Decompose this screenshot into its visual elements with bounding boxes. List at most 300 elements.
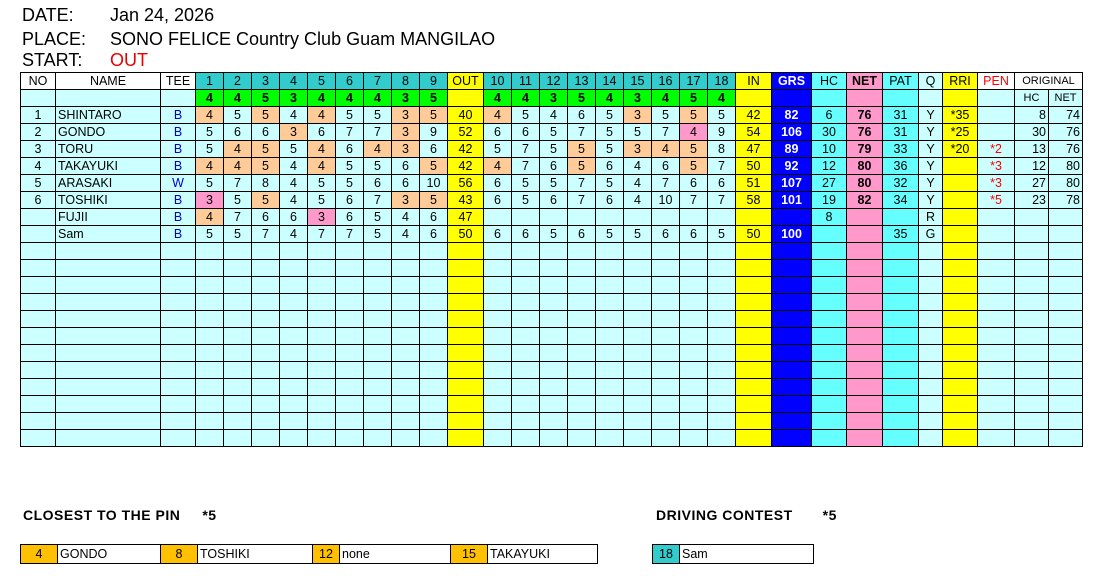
- scorecard-table: [20, 72, 1083, 447]
- out-total: 50: [448, 226, 484, 243]
- empty-cell: [680, 379, 708, 396]
- empty-cell: [196, 260, 224, 277]
- original-hc: 12: [1015, 158, 1049, 175]
- grs-par-cell: [772, 90, 812, 107]
- net-score: 82: [847, 192, 883, 209]
- handicap: 8: [812, 209, 847, 226]
- empty-cell: [772, 294, 812, 311]
- empty-cell: [812, 311, 847, 328]
- empty-cell: [448, 294, 484, 311]
- col-out-header: OUT: [448, 73, 484, 90]
- player-name: TAKAYUKI: [56, 158, 161, 175]
- empty-cell: [883, 396, 919, 413]
- empty-cell: [21, 362, 56, 379]
- empty-cell: [596, 260, 624, 277]
- par-value: 4: [308, 90, 336, 107]
- empty-cell: [484, 396, 512, 413]
- hole-score: [568, 209, 596, 226]
- empty-cell: [652, 413, 680, 430]
- par-value: 5: [680, 90, 708, 107]
- empty-cell: [624, 311, 652, 328]
- penalty: *5: [978, 192, 1015, 209]
- player-row: [21, 192, 1083, 209]
- hole-score: 5: [308, 192, 336, 209]
- original-net: 80: [1049, 158, 1083, 175]
- empty-cell: [847, 243, 883, 260]
- empty-cell: [680, 345, 708, 362]
- empty-cell: [708, 396, 736, 413]
- empty-cell: [772, 243, 812, 260]
- hole-score: 5: [652, 107, 680, 124]
- hole-header: 10: [484, 73, 512, 90]
- hole-score: 5: [252, 158, 280, 175]
- hole-header: 11: [512, 73, 540, 90]
- empty-cell: [308, 430, 336, 447]
- par-value: 4: [364, 90, 392, 107]
- hole-score: 4: [280, 175, 308, 192]
- out-total: 47: [448, 209, 484, 226]
- empty-cell: [392, 362, 420, 379]
- empty-cell: [420, 328, 448, 345]
- gross-score: 100: [772, 226, 812, 243]
- hole-header: 6: [336, 73, 364, 90]
- empty-cell: [847, 430, 883, 447]
- hole-score: 5: [680, 158, 708, 175]
- empty-cell: [736, 260, 772, 277]
- player-name: FUJII: [56, 209, 161, 226]
- putts: 34: [883, 192, 919, 209]
- place-value: SONO FELICE Country Club Guam MANGILAO: [110, 29, 496, 49]
- out-total: 42: [448, 141, 484, 158]
- hole-score: 4: [280, 192, 308, 209]
- empty-cell: [1049, 328, 1083, 345]
- empty-cell: [708, 311, 736, 328]
- hole-score: 5: [252, 107, 280, 124]
- start-line: [22, 49, 148, 71]
- putts: 33: [883, 141, 919, 158]
- empty-cell: [336, 243, 364, 260]
- par-value: 4: [512, 90, 540, 107]
- player-tee: B: [161, 107, 196, 124]
- col-grs-header: GRS: [772, 73, 812, 90]
- header-row: [21, 73, 1083, 90]
- empty-cell: [736, 311, 772, 328]
- empty-cell: [883, 260, 919, 277]
- empty-cell: [56, 328, 161, 345]
- net-score: 76: [847, 107, 883, 124]
- empty-cell: [772, 328, 812, 345]
- empty-cell: [484, 362, 512, 379]
- hole-header: 14: [596, 73, 624, 90]
- empty-cell: [448, 345, 484, 362]
- empty-cell: [1049, 430, 1083, 447]
- empty-cell: [196, 294, 224, 311]
- empty-cell: [596, 277, 624, 294]
- player-row: [21, 158, 1083, 175]
- empty-cell: [772, 345, 812, 362]
- empty-cell: [812, 294, 847, 311]
- hole-score: 6: [512, 226, 540, 243]
- empty-cell: [392, 430, 420, 447]
- hole-score: 5: [484, 141, 512, 158]
- empty-cell: [978, 345, 1015, 362]
- empty-cell: [847, 396, 883, 413]
- hole-score: 6: [596, 158, 624, 175]
- empty-cell: [540, 430, 568, 447]
- empty-cell: [652, 311, 680, 328]
- empty-cell: [56, 345, 161, 362]
- empty-cell: [812, 277, 847, 294]
- player-row: [21, 124, 1083, 141]
- empty-cell: [196, 396, 224, 413]
- empty-cell: [652, 260, 680, 277]
- hole-score: 4: [196, 209, 224, 226]
- col-tee-header: TEE: [161, 73, 196, 90]
- hole-score: [624, 209, 652, 226]
- empty-cell: [772, 362, 812, 379]
- in-total: 54: [736, 124, 772, 141]
- empty-cell: [1049, 311, 1083, 328]
- hole-score: 9: [420, 124, 448, 141]
- start-label: START:: [22, 50, 83, 70]
- empty-cell: [568, 413, 596, 430]
- hole-score: 4: [540, 107, 568, 124]
- empty-cell: [596, 294, 624, 311]
- empty-cell: [161, 430, 196, 447]
- empty-cell: [161, 362, 196, 379]
- empty-cell: [883, 362, 919, 379]
- hole-score: 7: [568, 175, 596, 192]
- hole-score: 7: [680, 192, 708, 209]
- empty-cell: [1015, 277, 1049, 294]
- place-line: [22, 28, 495, 50]
- empty-cell: [56, 277, 161, 294]
- hole-header: 17: [680, 73, 708, 90]
- empty-cell: [596, 243, 624, 260]
- hole-score: 7: [512, 141, 540, 158]
- empty-cell: [568, 345, 596, 362]
- empty-cell: [364, 294, 392, 311]
- empty-cell: [708, 430, 736, 447]
- empty-cell: [624, 328, 652, 345]
- hole-score: [512, 209, 540, 226]
- empty-cell: [512, 243, 540, 260]
- hole-score: [652, 209, 680, 226]
- qualifier: Y: [919, 158, 943, 175]
- empty-cell: [812, 328, 847, 345]
- empty-cell: [252, 362, 280, 379]
- empty-cell: [512, 345, 540, 362]
- dc-hole: 18: [653, 545, 680, 563]
- empty-cell: [540, 362, 568, 379]
- player-no: 3: [21, 141, 56, 158]
- hole-score: 3: [624, 141, 652, 158]
- empty-cell: [1015, 379, 1049, 396]
- spacer-cell: [21, 90, 56, 107]
- dc-winner: Sam: [682, 547, 708, 561]
- hole-score: 8: [708, 141, 736, 158]
- hole-score: 3: [392, 141, 420, 158]
- hole-score: 6: [568, 107, 596, 124]
- empty-cell: [56, 294, 161, 311]
- out-total: 52: [448, 124, 484, 141]
- empty-cell: [736, 430, 772, 447]
- empty-cell: [392, 345, 420, 362]
- empty-cell: [336, 294, 364, 311]
- empty-cell: [21, 311, 56, 328]
- par-value: 5: [420, 90, 448, 107]
- empty-cell: [919, 328, 943, 345]
- hole-score: 6: [680, 175, 708, 192]
- empty-cell: [680, 396, 708, 413]
- hole-score: 6: [512, 124, 540, 141]
- empty-cell: [364, 362, 392, 379]
- empty-cell: [652, 362, 680, 379]
- empty-cell: [252, 243, 280, 260]
- empty-cell: [512, 379, 540, 396]
- empty-cell: [364, 430, 392, 447]
- hole-score: 7: [708, 192, 736, 209]
- empty-cell: [652, 379, 680, 396]
- player-name: GONDO: [56, 124, 161, 141]
- empty-cell: [196, 362, 224, 379]
- empty-cell: [680, 413, 708, 430]
- empty-cell: [161, 328, 196, 345]
- empty-cell: [1015, 260, 1049, 277]
- empty-cell: [336, 413, 364, 430]
- empty-cell: [812, 243, 847, 260]
- empty-cell: [680, 243, 708, 260]
- empty-cell: [568, 396, 596, 413]
- putts: [883, 209, 919, 226]
- empty-cell: [847, 328, 883, 345]
- empty-cell: [448, 396, 484, 413]
- player-no: 4: [21, 158, 56, 175]
- ctp-winner: GONDO: [58, 545, 161, 563]
- empty-cell: [540, 243, 568, 260]
- qualifier: Y: [919, 175, 943, 192]
- player-name: ARASAKI: [56, 175, 161, 192]
- empty-cell: [540, 345, 568, 362]
- hole-score: 10: [652, 192, 680, 209]
- player-tee: B: [161, 226, 196, 243]
- empty-cell: [540, 413, 568, 430]
- empty-cell: [652, 328, 680, 345]
- empty-cell: [484, 379, 512, 396]
- empty-cell: [680, 430, 708, 447]
- empty-cell: [364, 413, 392, 430]
- empty-cell: [364, 243, 392, 260]
- empty-cell: [484, 243, 512, 260]
- player-tee: B: [161, 158, 196, 175]
- empty-cell: [420, 396, 448, 413]
- empty-cell: [484, 430, 512, 447]
- hole-score: 5: [224, 192, 252, 209]
- empty-cell: [1049, 277, 1083, 294]
- penalty: *2: [978, 141, 1015, 158]
- empty-cell: [596, 362, 624, 379]
- qualifier: Y: [919, 107, 943, 124]
- empty-cell: [772, 413, 812, 430]
- empty-cell: [308, 294, 336, 311]
- player-tee: W: [161, 175, 196, 192]
- empty-cell: [978, 413, 1015, 430]
- player-no: 6: [21, 192, 56, 209]
- empty-cell: [708, 413, 736, 430]
- hole-score: 6: [596, 192, 624, 209]
- empty-cell: [596, 413, 624, 430]
- qualifier: Y: [919, 192, 943, 209]
- hole-score: 6: [420, 226, 448, 243]
- empty-cell: [624, 362, 652, 379]
- empty-cell: [224, 294, 252, 311]
- empty-cell: [392, 396, 420, 413]
- par-value: 4: [336, 90, 364, 107]
- hole-score: 7: [336, 226, 364, 243]
- empty-cell: [1049, 413, 1083, 430]
- date-value: Jan 24, 2026: [110, 5, 215, 25]
- empty-cell: [812, 345, 847, 362]
- empty-cell: [624, 379, 652, 396]
- rri-par-cell: [943, 90, 978, 107]
- hole-score: 10: [420, 175, 448, 192]
- empty-row: [21, 362, 1083, 379]
- empty-cell: [161, 379, 196, 396]
- empty-cell: [624, 294, 652, 311]
- in-total: 58: [736, 192, 772, 209]
- hole-score: 4: [484, 107, 512, 124]
- empty-cell: [624, 345, 652, 362]
- hole-score: [596, 209, 624, 226]
- hole-header: 1: [196, 73, 224, 90]
- hole-score: 6: [336, 192, 364, 209]
- hole-score: 7: [568, 124, 596, 141]
- empty-cell: [512, 328, 540, 345]
- empty-cell: [484, 345, 512, 362]
- empty-cell: [736, 328, 772, 345]
- empty-cell: [280, 243, 308, 260]
- original-hc: [1015, 226, 1049, 243]
- empty-cell: [252, 430, 280, 447]
- empty-cell: [308, 328, 336, 345]
- empty-cell: [1049, 396, 1083, 413]
- hole-score: 6: [484, 192, 512, 209]
- empty-cell: [883, 294, 919, 311]
- empty-cell: [812, 413, 847, 430]
- empty-cell: [56, 379, 161, 396]
- hole-score: 6: [364, 175, 392, 192]
- hole-score: 6: [224, 124, 252, 141]
- empty-cell: [224, 345, 252, 362]
- empty-row: [21, 345, 1083, 362]
- empty-cell: [364, 260, 392, 277]
- par-value: 5: [568, 90, 596, 107]
- empty-row: [21, 379, 1083, 396]
- empty-cell: [364, 277, 392, 294]
- empty-cell: [919, 243, 943, 260]
- empty-row: [21, 294, 1083, 311]
- empty-cell: [224, 277, 252, 294]
- empty-cell: [56, 260, 161, 277]
- hole-score: 6: [336, 141, 364, 158]
- hole-score: 5: [568, 141, 596, 158]
- hole-score: 5: [336, 107, 364, 124]
- driving-contest-results: [652, 544, 814, 564]
- player-tee: B: [161, 192, 196, 209]
- empty-cell: [308, 311, 336, 328]
- empty-cell: [512, 294, 540, 311]
- empty-cell: [484, 328, 512, 345]
- empty-cell: [392, 311, 420, 328]
- putts: 36: [883, 158, 919, 175]
- ctp-winner: none: [340, 545, 451, 563]
- empty-cell: [512, 362, 540, 379]
- empty-cell: [196, 379, 224, 396]
- empty-cell: [736, 396, 772, 413]
- empty-cell: [847, 294, 883, 311]
- empty-cell: [624, 243, 652, 260]
- gross-score: 106: [772, 124, 812, 141]
- empty-cell: [448, 243, 484, 260]
- hole-header: 7: [364, 73, 392, 90]
- empty-cell: [1015, 243, 1049, 260]
- original-net: 76: [1049, 124, 1083, 141]
- hole-score: 5: [680, 141, 708, 158]
- empty-cell: [448, 311, 484, 328]
- empty-cell: [364, 328, 392, 345]
- ctp-winner: TAKAYUKI: [490, 547, 550, 561]
- hole-score: 5: [308, 175, 336, 192]
- empty-cell: [978, 243, 1015, 260]
- empty-cell: [364, 379, 392, 396]
- empty-cell: [736, 243, 772, 260]
- hole-score: 5: [196, 141, 224, 158]
- empty-cell: [1015, 311, 1049, 328]
- empty-cell: [596, 379, 624, 396]
- empty-cell: [308, 379, 336, 396]
- empty-cell: [812, 260, 847, 277]
- player-no: 5: [21, 175, 56, 192]
- empty-cell: [1049, 243, 1083, 260]
- hole-score: 3: [196, 192, 224, 209]
- empty-cell: [448, 379, 484, 396]
- empty-cell: [708, 379, 736, 396]
- spacer-cell: [56, 90, 161, 107]
- empty-cell: [708, 345, 736, 362]
- empty-cell: [252, 277, 280, 294]
- hole-score: 6: [308, 124, 336, 141]
- penalty: [978, 107, 1015, 124]
- player-row: [21, 226, 1083, 243]
- col-pat-header: PAT: [883, 73, 919, 90]
- empty-cell: [652, 277, 680, 294]
- hole-score: 9: [708, 124, 736, 141]
- player-tee: B: [161, 209, 196, 226]
- empty-cell: [736, 362, 772, 379]
- hole-score: 4: [280, 158, 308, 175]
- driving-contest-mark: *5: [822, 507, 837, 523]
- player-row: [21, 107, 1083, 124]
- handicap: 30: [812, 124, 847, 141]
- hole-score: 5: [336, 175, 364, 192]
- hole-score: 5: [596, 175, 624, 192]
- hole-score: 4: [624, 192, 652, 209]
- hole-score: 6: [680, 226, 708, 243]
- empty-cell: [56, 311, 161, 328]
- date-label: DATE:: [22, 5, 74, 25]
- empty-cell: [652, 345, 680, 362]
- ctp-hole: 12: [313, 545, 340, 563]
